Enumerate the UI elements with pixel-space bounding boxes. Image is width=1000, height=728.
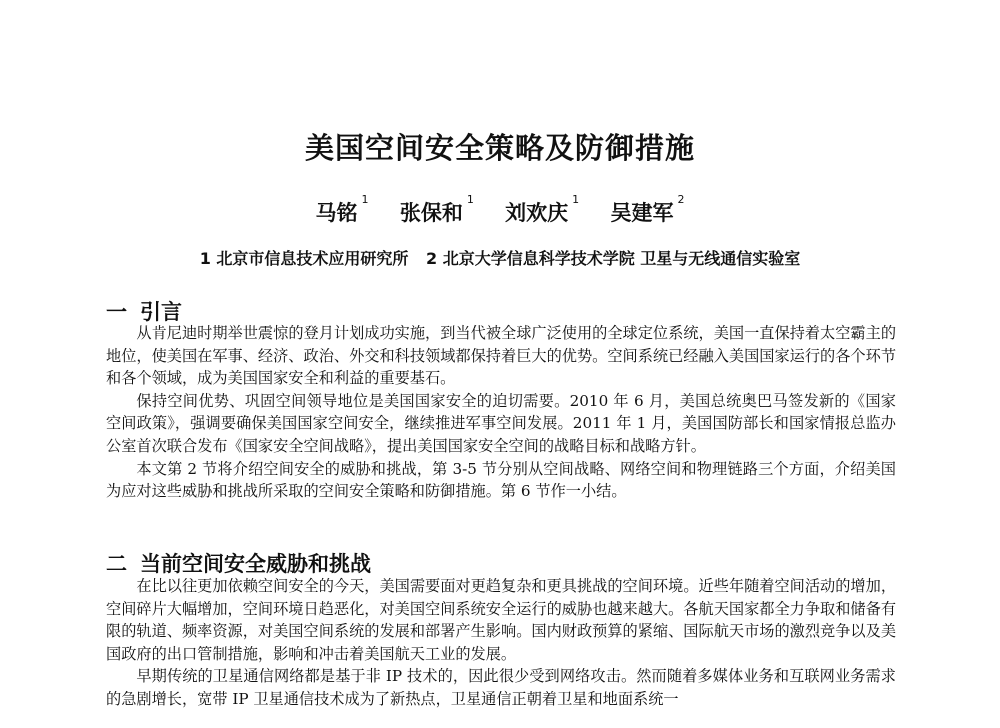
paragraph: 早期传统的卫星通信网络都是基于非 IP 技术的，因此很少受到网络攻击。然而随着多媒体业务和互联网业务需求的急剧增长，宽带 IP 卫星通信技术成为了新热点，卫星通信正朝着卫星和地面系统一 (106, 667, 896, 708)
paragraph: 在比以往更加依赖空间安全的今天，美国需要面对更趋复杂和更具挑战的空间环境。近些年随着空间活动的增加，空间碎片大幅增加，空间环境日趋恶化，对美国空间系统安全运行的威胁也越来越大。各航天国家都全力争取和储备有限的轨道、频率资源，对美国空间系统的发展和部署产生影响。国内财政预算的紧缩、国际航天市场的激烈竞争以及美国政府的出口管制措施，影响和冲击着美国航天工业的发展。 (106, 577, 896, 663)
section-number: 一 (106, 300, 127, 324)
section-body (106, 575, 896, 711)
paragraph: 保持空间优势、巩固空间领导地位是美国国家安全的迫切需要。2010 年 6 月，美国总统奥巴马签发新的《国家空间政策》，强调要确保美国国家空间安全，继续推进军事空间发展。2011 年 1 月，美国国防部长和国家情报总监办公室首次联合发布《国家安全空间战略》，提出美国国家安全空间的战略目标和战略方针。 (106, 391, 896, 455)
author-list (0, 193, 1000, 227)
author (315, 193, 369, 227)
affiliation: 2 北京大学信息科学技术学院 卫星与无线通信实验室 (426, 249, 801, 268)
affiliations (0, 246, 1000, 269)
paragraph: 本文第 2 节将介绍空间安全的威胁和挑战，第 3-5 节分别从空间战略、网络空间和物理链路三个方面，介绍美国为应对这些威胁和挑战所采取的空间安全策略和防御措施。第 6 节作一小结。 (106, 459, 896, 501)
author (505, 193, 580, 227)
author-name: 刘欢庆 (505, 201, 569, 225)
author (610, 193, 685, 227)
author-name: 马铭 (315, 201, 358, 225)
section-heading (106, 548, 371, 578)
affiliation: 1 北京市信息技术应用研究所 (199, 249, 409, 268)
affiliation-mark: 2 (677, 193, 685, 206)
section-title: 当前空间安全威胁和挑战 (140, 552, 371, 576)
section-number: 二 (106, 552, 127, 576)
affiliation-mark: 1 (361, 193, 369, 206)
affiliation-mark: 1 (572, 193, 580, 206)
section-title: 引言 (140, 300, 182, 324)
affiliation-mark: 1 (466, 193, 474, 206)
author (399, 193, 474, 227)
paragraph: 从肯尼迪时期举世震惊的登月计划成功实施，到当代被全球广泛使用的全球定位系统，美国一直保持着太空霸主的地位，使美国在军事、经济、政治、外交和科技领域都保持着巨大的优势。空间系统已经融入美国国家运行的各个环节和各个领域，成为美国国家安全和利益的重要基石。 (106, 324, 896, 388)
section-body (106, 322, 896, 503)
paper-title: 美国空间安全策略及防御措施 (304, 131, 695, 165)
author-name: 张保和 (399, 201, 463, 225)
author-name: 吴建军 (610, 201, 674, 225)
